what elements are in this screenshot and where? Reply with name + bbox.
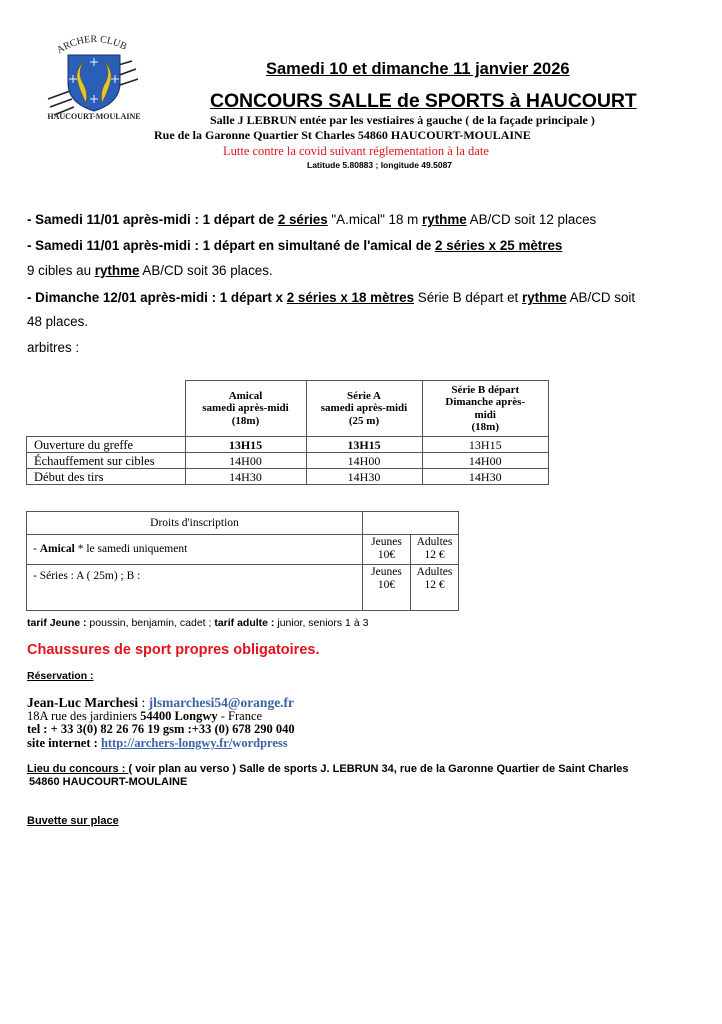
contact-name-line bbox=[27, 697, 294, 709]
website-label: site internet : bbox=[27, 736, 101, 750]
club-logo bbox=[40, 33, 150, 119]
venue-city: 54860 HAUCOURT-MOULAINE bbox=[29, 776, 188, 788]
table-row bbox=[27, 565, 459, 611]
venue-line bbox=[27, 763, 629, 775]
row-label: Début des tirs bbox=[27, 469, 186, 485]
fees-header-row bbox=[27, 512, 459, 535]
contact-city: 54400 Longwy bbox=[140, 709, 218, 723]
program-line-saturday-series-a bbox=[27, 238, 562, 253]
time-cell: 13H15 bbox=[422, 437, 549, 453]
fee-category: Amical bbox=[39, 543, 75, 555]
contact-phones: tel : + 33 3(0) 82 26 76 19 gsm :+33 (0) 678 290 040 bbox=[27, 722, 295, 736]
contact-country: - France bbox=[217, 709, 263, 723]
website-path[interactable]: wordpress bbox=[232, 736, 288, 750]
program-line-targets bbox=[27, 263, 273, 278]
line-emph: 2 séries x 18 mètres bbox=[286, 290, 415, 305]
fees-header-blank bbox=[363, 512, 459, 535]
fee-description: - Séries : A ( 25m) ; B : bbox=[27, 565, 363, 611]
time-cell: 13H15 bbox=[306, 437, 422, 453]
line-text: Série B départ et bbox=[414, 290, 522, 305]
schedule-header-row bbox=[27, 381, 549, 437]
program-line-saturday-amical bbox=[27, 212, 596, 227]
adult-tariff-label: tarif adulte : bbox=[214, 617, 275, 629]
adult-label: Adultes bbox=[416, 566, 453, 578]
time-cell: 14H00 bbox=[306, 453, 422, 469]
line-emph: rythme bbox=[422, 212, 467, 227]
fee-prefix: - bbox=[33, 543, 40, 555]
row-label: Ouverture du greffe bbox=[27, 437, 186, 453]
youth-tariff-label: tarif Jeune : bbox=[27, 617, 87, 629]
fees-table bbox=[26, 511, 459, 611]
fee-description bbox=[27, 535, 363, 565]
table-row bbox=[27, 453, 549, 469]
time-cell: 14H30 bbox=[422, 469, 549, 485]
line-emph: 2 séries bbox=[277, 212, 328, 227]
youth-amount: 10€ bbox=[377, 579, 396, 591]
event-date: Samedi 10 et dimanche 11 janvier 2026 bbox=[266, 60, 570, 78]
line-emph: rythme bbox=[521, 290, 567, 305]
line-text: AB/CD soit 12 places bbox=[466, 212, 597, 227]
adult-price bbox=[411, 565, 459, 611]
line-bold: - Samedi 11/01 après-midi : 1 départ en simultané de l'amical de bbox=[27, 238, 436, 253]
contact-address-line bbox=[27, 710, 262, 722]
adult-amount: 12 € bbox=[424, 549, 445, 561]
contact-website-line bbox=[27, 737, 288, 749]
adult-price bbox=[411, 535, 459, 565]
program-line-sunday bbox=[27, 290, 635, 305]
line-text: 9 cibles au bbox=[27, 263, 95, 278]
line-emph: 2 séries x 25 mètres bbox=[435, 238, 563, 253]
tariff-categories bbox=[27, 617, 368, 629]
contact-name: Jean-Luc Marchesi bbox=[27, 695, 139, 710]
contact-street: 18A rue des jardiniers bbox=[27, 709, 141, 723]
header-text: Série B départ Dimanche après- midi (18m) bbox=[445, 383, 526, 433]
logo-bottom-text: HAUCOURT-MOULAINE bbox=[47, 112, 141, 119]
header-text: Série A samedi après-midi (25 m) bbox=[320, 389, 408, 427]
schedule-table bbox=[26, 380, 549, 485]
schedule-corner-cell bbox=[27, 381, 186, 437]
table-row bbox=[27, 437, 549, 453]
fees-header: Droits d'inscription bbox=[27, 512, 363, 535]
schedule-header-serie-a bbox=[306, 381, 422, 437]
line-text: AB/CD soit 36 places. bbox=[139, 263, 273, 278]
logo-top-text: ARCHER CLUB bbox=[54, 33, 129, 57]
venue-colon: : bbox=[121, 763, 129, 775]
youth-price bbox=[363, 535, 411, 565]
shoes-notice: Chaussures de sport propres obligatoires. bbox=[27, 642, 320, 658]
youth-amount: 10€ bbox=[377, 549, 396, 561]
venue-text: ( voir plan au verso ) Salle de sports J. LEBRUN 34, rue de la Garonne Quartier de Saint Charles bbox=[128, 763, 629, 775]
venue-entrance: Salle J LEBRUN entée par les vestiaires à gauche ( de la façade principale ) bbox=[210, 113, 595, 127]
line-text: "A.mical" 18 m bbox=[327, 212, 423, 227]
time-cell: 14H00 bbox=[185, 453, 306, 469]
table-row bbox=[27, 535, 459, 565]
program-line-places: 48 places. bbox=[27, 314, 89, 329]
youth-price bbox=[363, 565, 411, 611]
schedule-header-amical bbox=[185, 381, 306, 437]
separator: : bbox=[138, 695, 149, 710]
referees-label: arbitres : bbox=[27, 340, 80, 355]
fee-note: * le samedi uniquement bbox=[74, 543, 188, 555]
schedule-header-serie-b bbox=[422, 381, 549, 437]
youth-label: Jeunes bbox=[371, 566, 402, 578]
archer-club-crest-icon bbox=[40, 33, 150, 119]
table-row bbox=[27, 469, 549, 485]
page-title: CONCOURS SALLE de SPORTS à HAUCOURT bbox=[210, 90, 637, 112]
venue-label: Lieu du concours bbox=[27, 763, 122, 775]
youth-tariff-text: poussin, benjamin, cadet ; bbox=[86, 617, 215, 629]
refreshments-notice: Buvette sur place bbox=[27, 815, 119, 827]
reservation-heading: Réservation : bbox=[27, 670, 94, 682]
adult-tariff-text: junior, seniors 1 à 3 bbox=[274, 617, 369, 629]
youth-label: Jeunes bbox=[371, 536, 402, 548]
contact-email-link[interactable]: jlsmarchesi54@orange.fr bbox=[148, 695, 295, 710]
row-label: Échauffement sur cibles bbox=[27, 453, 186, 469]
line-bold: - Dimanche 12/01 après-midi : 1 départ x bbox=[27, 290, 287, 305]
covid-notice: Lutte contre la covid suivant réglementation à la date bbox=[223, 144, 489, 158]
website-link[interactable]: http://archers-longwy.fr/ bbox=[100, 736, 233, 750]
adult-amount: 12 € bbox=[424, 579, 445, 591]
line-text: AB/CD soit bbox=[566, 290, 636, 305]
gps-coordinates: Latitude 5.80883 ; longitude 49.5087 bbox=[307, 160, 453, 170]
time-cell: 14H00 bbox=[422, 453, 549, 469]
header-text: Amical samedi après-midi (18m) bbox=[202, 389, 289, 427]
venue-address: Rue de la Garonne Quartier St Charles 54860 HAUCOURT-MOULAINE bbox=[154, 128, 531, 142]
time-cell: 13H15 bbox=[185, 437, 306, 453]
line-emph: rythme bbox=[94, 263, 140, 278]
time-cell: 14H30 bbox=[306, 469, 422, 485]
time-cell: 14H30 bbox=[185, 469, 306, 485]
line-bold: - Samedi 11/01 après-midi : 1 départ de bbox=[27, 212, 278, 227]
adult-label: Adultes bbox=[416, 536, 453, 548]
